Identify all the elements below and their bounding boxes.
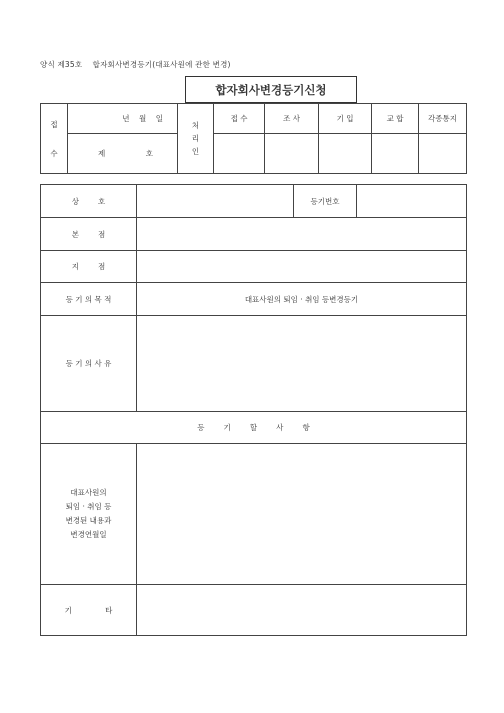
other-label: 기 타	[41, 585, 137, 636]
receipt-table	[40, 103, 467, 174]
purpose-label: 등 기 의 목 적	[41, 283, 137, 316]
receipt-label: 접 수	[41, 104, 68, 174]
matters-header: 등 기 할 사 항	[41, 412, 467, 444]
head-office-label: 본 점	[41, 218, 137, 251]
head-office-value[interactable]	[137, 218, 467, 251]
branch-office-label: 지 점	[41, 251, 137, 283]
cause-label: 등 기 의 사 유	[41, 316, 137, 412]
registration-table	[40, 184, 467, 636]
purpose-value: 대표사원의 퇴임 · 취임 등변경등기	[137, 283, 467, 316]
registration-number-value[interactable]	[357, 185, 467, 218]
processor-label: 처 리 인	[178, 104, 214, 174]
form-header	[40, 59, 231, 70]
col-collation: 교 합	[372, 104, 419, 134]
col-receipt: 접 수	[214, 104, 265, 134]
trade-name-value[interactable]	[137, 185, 294, 218]
change-details-value[interactable]	[137, 444, 467, 585]
col-entry: 기 입	[319, 104, 372, 134]
receipt-date-label: 년 월 일	[68, 104, 178, 134]
cell-entry-sign[interactable]	[319, 134, 372, 174]
form-name: 합자회사변경등기(대표사원에 관한 변경)	[92, 60, 231, 69]
change-details-label: 대표사원의 퇴임 · 취임 등 변경된 내용과 변경연월일	[41, 444, 137, 585]
cause-value[interactable]	[137, 316, 467, 412]
cell-investigation-sign[interactable]	[265, 134, 319, 174]
registration-number-label: 등기번호	[294, 185, 357, 218]
cell-notification-sign[interactable]	[419, 134, 467, 174]
cell-collation-sign[interactable]	[372, 134, 419, 174]
receipt-number-label: 제 호	[68, 134, 178, 174]
branch-office-value[interactable]	[137, 251, 467, 283]
document-title: 합자회사변경등기신청	[185, 76, 357, 103]
col-investigation: 조 사	[265, 104, 319, 134]
cell-receipt-sign[interactable]	[214, 134, 265, 174]
col-notification: 각종통지	[419, 104, 467, 134]
form-number: 양식 제35호	[40, 60, 83, 69]
other-value[interactable]	[137, 585, 467, 636]
trade-name-label: 상 호	[41, 185, 137, 218]
